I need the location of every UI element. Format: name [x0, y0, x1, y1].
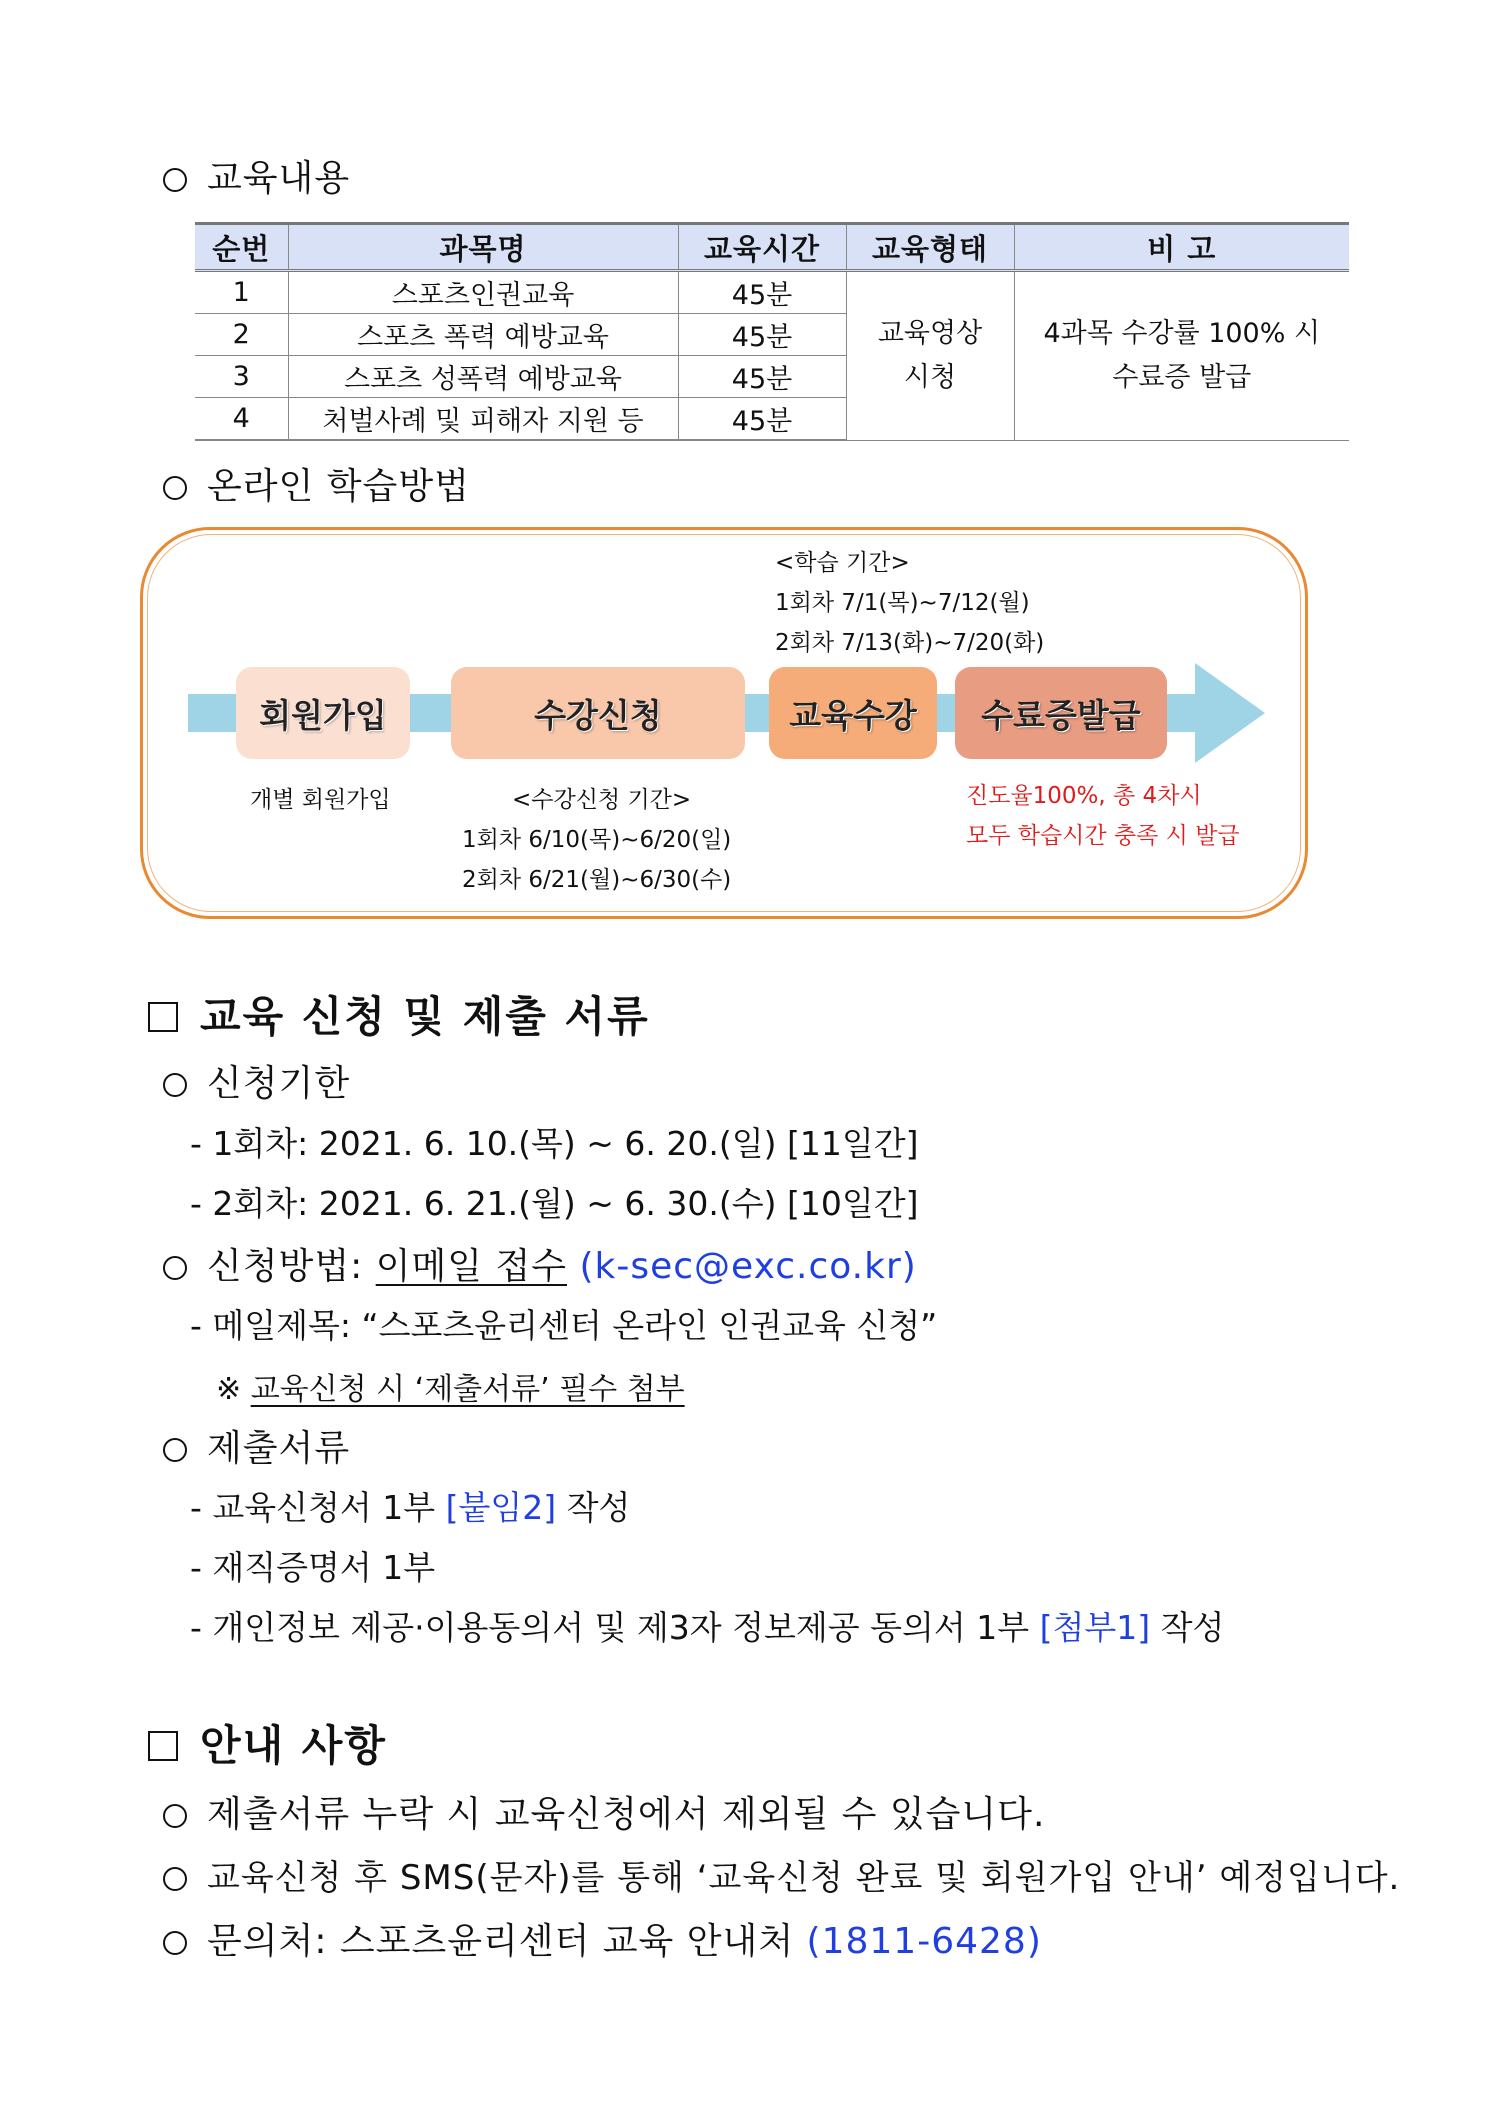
- deadline-2: - 2회차: 2021. 6. 21.(월) ~ 6. 30.(수) [10일간]: [190, 1184, 919, 1223]
- course-table: [195, 222, 1349, 441]
- notice-item-1-text: 제출서류 누락 시 교육신청에서 제외될 수 있습니다.: [207, 1794, 1046, 1835]
- header-remark: 비 고: [1014, 224, 1349, 271]
- header-no: 순번: [195, 224, 288, 271]
- method-line: [163, 1238, 917, 1289]
- certificate-note: [966, 776, 1240, 856]
- cell-subject: 스포츠인권교육: [288, 271, 678, 314]
- square-bullet-icon: [148, 1002, 178, 1032]
- doc-2: - 재직증명서 1부: [190, 1548, 436, 1587]
- circle-bullet-icon: [163, 1867, 187, 1891]
- contact-phone-link[interactable]: (1811-6428): [806, 1921, 1042, 1962]
- cell-no: 3: [195, 356, 288, 398]
- header-time: 교육시간: [678, 224, 846, 271]
- cell-subject: 스포츠 폭력 예방교육: [288, 314, 678, 356]
- method-label: 신청방법:: [207, 1246, 376, 1287]
- table-header-row: [195, 224, 1349, 271]
- notice-section-title: 안내 사항: [200, 1721, 387, 1770]
- remark-line1: 4과목 수강률 100% 시: [1043, 317, 1321, 349]
- cell-time: 45분: [678, 271, 846, 314]
- notice-item-2: [163, 1850, 1400, 1899]
- online-heading: [163, 458, 470, 509]
- apply-period-title: <수강신청 기간>: [512, 787, 692, 813]
- form-line1: 교육영상: [877, 317, 983, 349]
- deadline-heading: [163, 1055, 350, 1106]
- content-heading: [163, 150, 350, 201]
- doc-3-text: - 개인정보 제공·이용동의서 및 제3자 정보제공 동의서 1부: [190, 1608, 1040, 1647]
- circle-bullet-icon: [163, 476, 187, 500]
- apply-period-2: 2회차 6/21(월)~6/30(수): [462, 867, 732, 893]
- notice-section-heading: [148, 1713, 387, 1773]
- step-apply: 수강신청: [451, 667, 745, 759]
- notice-item-3-text: 문의처: 스포츠윤리센터 교육 안내처: [207, 1921, 807, 1962]
- attach-note: 교육신청 시 ‘제출서류’ 필수 첨부: [250, 1372, 685, 1407]
- study-period-2: 2회차 7/13(화)~7/20(화): [775, 630, 1045, 656]
- cell-time: 45분: [678, 314, 846, 356]
- remark-line2: 수료증 발급: [1112, 361, 1252, 393]
- cell-no: 4: [195, 398, 288, 441]
- doc-3: [190, 1602, 1224, 1649]
- table-row: [195, 271, 1349, 314]
- arrow-right-icon: [1195, 663, 1265, 763]
- cell-subject: 처벌사례 및 피해자 지원 등: [288, 398, 678, 441]
- study-period-title: <학습 기간>: [775, 550, 910, 576]
- step-certificate: 수료증발급: [955, 667, 1167, 759]
- cert-note-2: 모두 학습시간 충족 시 발급: [966, 823, 1240, 849]
- header-subject: 과목명: [288, 224, 678, 271]
- cert-note-1: 진도율100%, 총 4차시: [966, 783, 1202, 809]
- online-heading-text: 온라인 학습방법: [207, 466, 470, 507]
- cell-remark: [1014, 271, 1349, 441]
- doc-1-attachment-link[interactable]: [붙임2]: [445, 1488, 557, 1527]
- signup-note: 개별 회원가입: [250, 787, 391, 813]
- notice-item-2-text: 교육신청 후 SMS(문자)를 통해 ‘교육신청 완료 및 회원가입 안내’ 예정입니다.: [207, 1858, 1401, 1898]
- form-line2: 시청: [903, 361, 957, 393]
- docs-heading: [163, 1420, 350, 1471]
- step-signup: 회원가입: [236, 667, 410, 759]
- circle-bullet-icon: [163, 1931, 187, 1955]
- doc-1-text: - 교육신청서 1부: [190, 1488, 446, 1527]
- apply-period-block: [462, 780, 731, 900]
- notice-item-3: [163, 1913, 1042, 1964]
- cell-no: 1: [195, 271, 288, 314]
- deadline-1: - 1회차: 2021. 6. 10.(목) ~ 6. 20.(일) [11일간]: [190, 1124, 919, 1163]
- square-bullet-icon: [148, 1731, 178, 1761]
- attach-note-line: [216, 1364, 685, 1408]
- reference-mark-icon: ※: [216, 1372, 251, 1407]
- doc-3-suffix: 작성: [1150, 1608, 1225, 1647]
- circle-bullet-icon: [163, 1804, 187, 1828]
- notice-item-1: [163, 1786, 1045, 1837]
- mail-subject: - 메일제목: “스포츠윤리센터 온라인 인권교육 신청”: [190, 1306, 938, 1345]
- study-period-1: 1회차 7/1(목)~7/12(월): [775, 590, 1030, 616]
- header-form: 교육형태: [846, 224, 1014, 271]
- content-heading-text: 교육내용: [207, 158, 351, 199]
- circle-bullet-icon: [163, 168, 187, 192]
- apply-section-title: 교육 신청 및 제출 서류: [200, 992, 650, 1041]
- method-email-link[interactable]: (k-sec@exc.co.kr): [579, 1246, 917, 1287]
- doc-1: [190, 1482, 630, 1529]
- cell-time: 45분: [678, 398, 846, 441]
- apply-section-heading: [148, 984, 650, 1044]
- cell-subject: 스포츠 성폭력 예방교육: [288, 356, 678, 398]
- doc-1-suffix: 작성: [556, 1488, 631, 1527]
- cell-no: 2: [195, 314, 288, 356]
- cell-time: 45분: [678, 356, 846, 398]
- step-study: 교육수강: [769, 667, 937, 759]
- doc-3-attachment-link[interactable]: [첨부1]: [1039, 1608, 1151, 1647]
- circle-bullet-icon: [163, 1256, 187, 1280]
- apply-period-1: 1회차 6/10(목)~6/20(일): [462, 827, 732, 853]
- study-period-block: [775, 543, 1044, 663]
- circle-bullet-icon: [163, 1073, 187, 1097]
- docs-title: 제출서류: [207, 1428, 351, 1469]
- cell-form: [846, 271, 1014, 441]
- method-value: 이메일 접수: [375, 1246, 568, 1287]
- deadline-title: 신청기한: [207, 1063, 351, 1104]
- circle-bullet-icon: [163, 1438, 187, 1462]
